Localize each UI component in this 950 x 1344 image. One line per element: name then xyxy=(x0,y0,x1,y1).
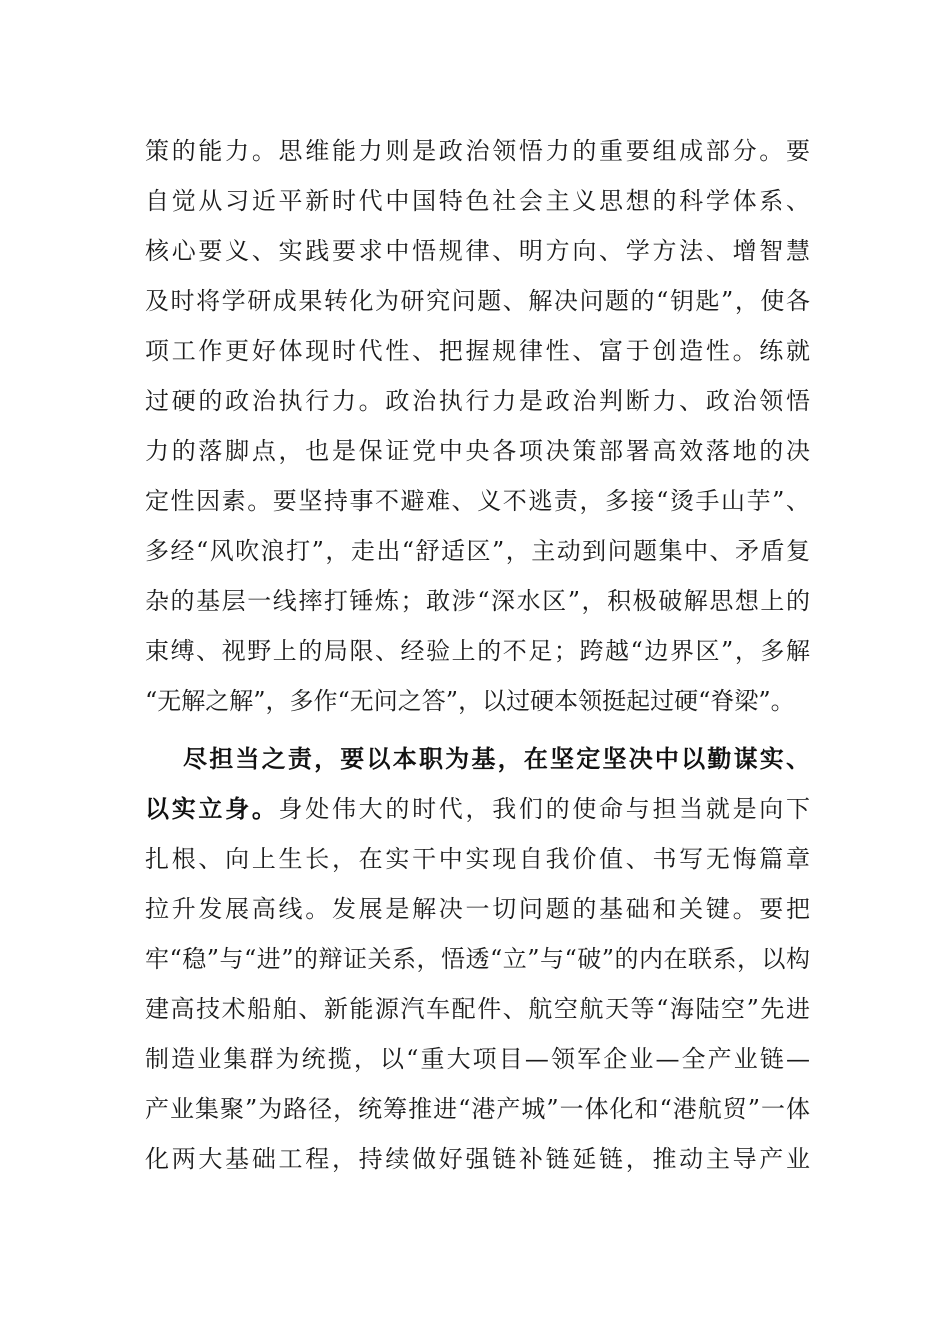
paragraph-line: 自觉从习近平新时代中国特色社会主义思想的科学体系、 xyxy=(145,187,810,215)
paragraph-line: 核心要义、实践要求中悟规律、明方向、学方法、增智慧 xyxy=(145,237,810,265)
paragraph-heading-text: 尽担当之责，要以本职为基，在坚定坚决中以勤谋实、 xyxy=(183,745,810,773)
paragraph-line: 拉升发展高线。发展是解决一切问题的基础和关键。要把 xyxy=(145,895,810,923)
paragraph-line: 杂的基层一线摔打锤炼；敢涉“深水区”，积极破解思想上的 xyxy=(145,587,810,615)
paragraph-line: 及时将学研成果转化为研究问题、解决问题的“钥匙”，使各 xyxy=(145,287,810,315)
paragraph-responsibility xyxy=(145,734,810,1184)
paragraph-line: 多经“风吹浪打”，走出“舒适区”，主动到问题集中、矛盾复 xyxy=(145,537,810,565)
paragraph-line: 制造业集群为统揽，以“重大项目—领军企业—全产业链— xyxy=(145,1045,810,1073)
paragraph-line: 扎根、向上生长，在实干中实现自我价值、书写无悔篇章 xyxy=(145,845,810,873)
paragraph-line: 束缚、视野上的局限、经验上的不足；跨越“边界区”，多解 xyxy=(145,637,810,665)
paragraph-line: 建高技术船舶、新能源汽车配件、航空航天等“海陆空”先进 xyxy=(145,995,810,1023)
paragraph-heading-line xyxy=(145,734,810,784)
paragraph-text: 身处伟大的时代，我们的使命与担当就是向下 xyxy=(278,795,811,823)
paragraph-line: 产业集聚”为路径，统筹推进“港产城”一体化和“港航贸”一体 xyxy=(145,1095,810,1123)
paragraph-heading-text: 以实立身。 xyxy=(145,795,279,823)
paragraph-line: 定性因素。要坚持事不避难、义不逃责，多接“烫手山芋”、 xyxy=(145,487,810,515)
paragraph-line: 牢“稳”与“进”的辩证关系，悟透“立”与“破”的内在联系，以构 xyxy=(145,945,810,973)
paragraph-line xyxy=(145,784,810,834)
paragraph-line: 策的能力。思维能力则是政治领悟力的重要组成部分。要 xyxy=(145,137,810,165)
paragraph-line: 化两大基础工程，持续做好强链补链延链，推动主导产业 xyxy=(145,1145,810,1173)
paragraph-political-ability xyxy=(145,126,810,726)
paragraph-line: 过硬的政治执行力。政治执行力是政治判断力、政治领悟 xyxy=(145,387,810,415)
paragraph-line: 项工作更好体现时代性、把握规律性、富于创造性。练就 xyxy=(145,337,810,365)
paragraph-line: “无解之解”，多作“无问之答”，以过硬本领挺起过硬“脊梁”。 xyxy=(145,687,795,715)
paragraph-line: 力的落脚点，也是保证党中央各项决策部署高效落地的决 xyxy=(145,437,810,465)
